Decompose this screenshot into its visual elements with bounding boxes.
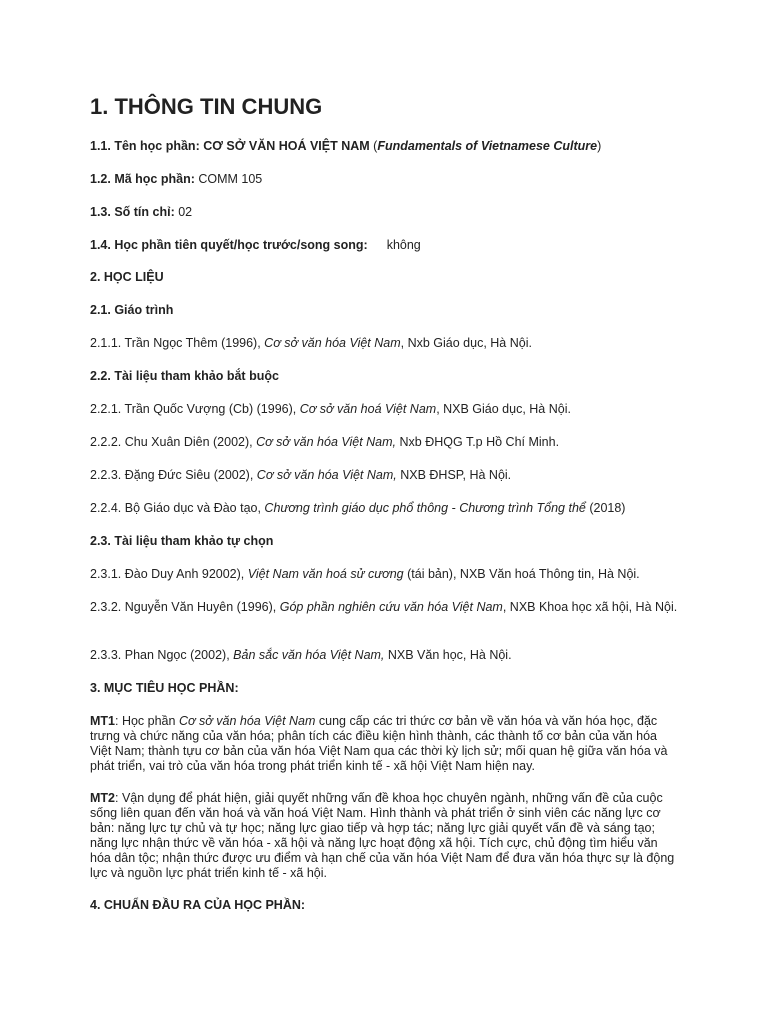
reference-title: Góp phần nghiên cứu văn hóa Việt Nam xyxy=(279,600,503,614)
reference-2-3-2 xyxy=(90,600,678,615)
objective-mt2 xyxy=(90,791,678,881)
reference-2-2-3 xyxy=(90,468,680,483)
reference-publisher: NXB Văn học, Hà Nội. xyxy=(384,648,512,662)
reference-publisher: (tái bản), NXB Văn hoá Thông tin, Hà Nội. xyxy=(403,567,640,581)
credits-value: 02 xyxy=(178,205,193,219)
section-heading-objectives xyxy=(90,681,680,696)
reference-author: 2.3.2. Nguyễn Văn Huyên (1996), xyxy=(90,600,280,614)
reference-year: (2018) xyxy=(585,501,626,515)
reference-author: 2.3.1. Đào Duy Anh 92002), xyxy=(90,567,248,581)
course-name-value: CƠ SỞ VĂN HOÁ VIỆT NAM xyxy=(203,139,370,153)
subsection-heading-required-references xyxy=(90,369,680,384)
page-title: 1. THÔNG TIN CHUNG xyxy=(90,94,323,119)
reference-publisher: , NXB Khoa học xã hội, Hà Nội. xyxy=(502,600,678,614)
objective-mt1 xyxy=(90,714,678,774)
reference-author: 2.2.3. Đặng Đức Siêu (2002), xyxy=(90,468,257,482)
reference-publisher: , Nxb Giáo dục, Hà Nội. xyxy=(400,336,532,350)
reference-author: 2.2.1. Trần Quốc Vượng (Cb) (1996), xyxy=(90,402,300,416)
course-name-english: Fundamentals of Vietnamese Culture xyxy=(377,139,598,153)
reference-publisher: NXB ĐHSP, Hà Nội. xyxy=(396,468,512,482)
subsection-heading-textbook xyxy=(90,303,680,318)
reference-2-1-1 xyxy=(90,336,680,351)
course-code-value: COMM 105 xyxy=(198,172,263,186)
reference-title: Cơ sở văn hóa Việt Nam, xyxy=(256,468,397,482)
objective-text-start: : Học phần xyxy=(115,714,179,728)
objective-label: MT2 xyxy=(90,791,115,805)
paren-close: ) xyxy=(597,139,602,153)
objective-course-title: Cơ sở văn hóa Việt Nam xyxy=(178,714,316,728)
paren-open: ( xyxy=(369,139,378,153)
credits-line xyxy=(90,205,680,220)
section-3-title: 3. MỤC TIÊU HỌC PHẦN: xyxy=(90,681,239,695)
section-heading-learning-materials xyxy=(90,270,680,285)
reference-title: Cơ sở văn hóa Việt Nam xyxy=(264,336,401,350)
objective-text: : Vận dụng để phát hiện, giải quyết những vấn đề khoa học chuyên ngành, những vấn đề của cuộc sống liên quan đến văn hoá và văn hoá Việt Nam. Hình thành và phát triển ở sinh viên các năng lực cơ bản: năng lực tự chủ và tự học; năng lực giao tiếp và hợp tác; năng lực giải quyết vấn đề và sáng tạo; năng lực nhận thức về văn hóa - xã hội và năng lực hoạt động xã hội. Tích cực, chủ động tìm hiểu văn hóa dân tộc; nhận thức được ưu điểm và hạn chế của văn hóa Việt Nam để đưa văn hóa thực sự là động lực và nguồn lực phát triển kinh tế - xã hội. xyxy=(90,791,675,880)
section-heading-learning-outcomes xyxy=(90,898,680,913)
reference-author: 2.3.3. Phan Ngọc (2002), xyxy=(90,648,234,662)
reference-title: Cơ sở văn hóa Việt Nam, xyxy=(256,435,397,449)
credits-label: 1.3. Số tín chỉ: xyxy=(90,205,179,219)
reference-2-2-1 xyxy=(90,402,680,417)
course-name-line xyxy=(90,139,680,154)
reference-2-3-3 xyxy=(90,648,680,663)
reference-title: Việt Nam văn hoá sử cương xyxy=(247,567,404,581)
section-2-title: 2. HỌC LIỆU xyxy=(90,270,164,284)
reference-publisher: Nxb ĐHQG T.p Hồ Chí Minh. xyxy=(396,435,560,449)
reference-2-2-4 xyxy=(90,501,680,516)
reference-title: Cơ sở văn hoá Việt Nam xyxy=(299,402,437,416)
reference-2-3-1 xyxy=(90,567,680,582)
prerequisite-label: 1.4. Học phần tiên quyết/học trước/song song: xyxy=(90,238,368,252)
objective-text: cung cấp các tri thức cơ bản về văn hóa và văn hóa học, đặc trưng và chức năng của văn hóa; phân tích các điều kiện hình thành, các thành tố cơ bản của văn hóa Việt Nam; thành tựu cơ bản của văn hóa Việt Nam qua các thời kỳ lịch sử; mối quan hệ giữa văn hóa và phát triển, vai trò của văn hóa trong phát triển kinh tế - xã hội Việt Nam hiện nay. xyxy=(90,714,668,773)
reference-title: Bản sắc văn hóa Việt Nam, xyxy=(233,648,385,662)
prerequisite-line xyxy=(90,238,680,253)
course-code-label: 1.2. Mã học phần: xyxy=(90,172,199,186)
reference-publisher: , NXB Giáo dục, Hà Nội. xyxy=(436,402,571,416)
subsection-heading-optional-references xyxy=(90,534,680,549)
course-name-label: 1.1. Tên học phần: xyxy=(90,139,204,153)
reference-2-2-2 xyxy=(90,435,680,450)
reference-title: Chương trình giáo dục phổ thông - Chương trình Tổng thể xyxy=(264,501,586,515)
objective-label: MT1 xyxy=(90,714,115,728)
reference-author: 2.2.4. Bộ Giáo dục và Đào tạo, xyxy=(90,501,265,515)
section-2-3-title: 2.3. Tài liệu tham khảo tự chọn xyxy=(90,534,274,548)
section-2-2-title: 2.2. Tài liệu tham khảo bắt buộc xyxy=(90,369,279,383)
reference-author: 2.2.2. Chu Xuân Diên (2002), xyxy=(90,435,257,449)
section-2-1-title: 2.1. Giáo trình xyxy=(90,303,174,317)
reference-author: 2.1.1. Trần Ngọc Thêm (1996), xyxy=(90,336,265,350)
course-code-line xyxy=(90,172,680,187)
prerequisite-value: không xyxy=(386,238,421,252)
section-4-title: 4. CHUẨN ĐẦU RA CỦA HỌC PHẦN: xyxy=(90,898,306,912)
